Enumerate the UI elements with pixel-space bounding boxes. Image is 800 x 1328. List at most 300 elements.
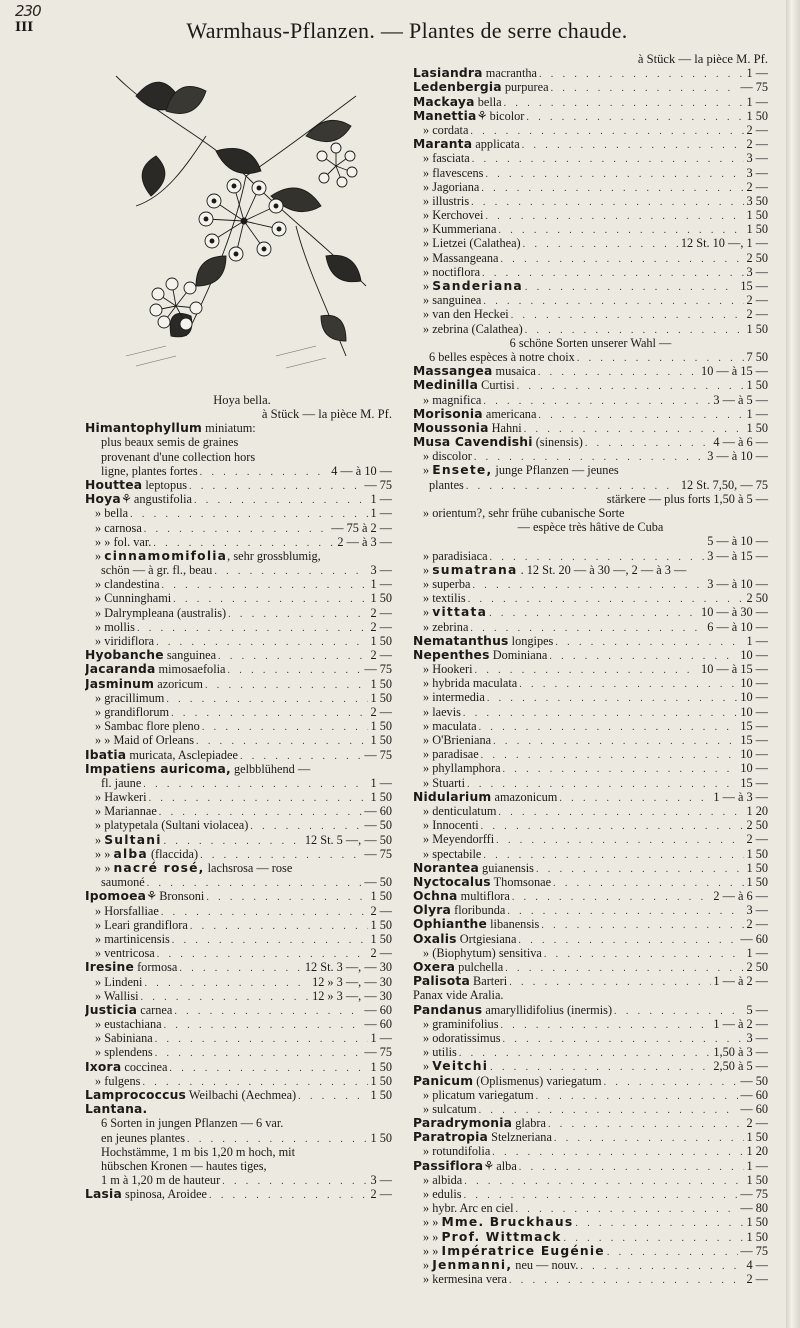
dot-leader [507, 905, 744, 917]
species-name: » flavescens [423, 165, 484, 180]
species-name: » Cunninghami [95, 591, 172, 606]
catalog-description-row [85, 1173, 392, 1187]
species-name: Thomsonae [490, 874, 552, 889]
catalog-entry-row [85, 1060, 392, 1074]
species-name: » clandestina [95, 577, 160, 592]
price-value: 10 — à 15 — [701, 662, 768, 677]
dot-leader [614, 1005, 744, 1017]
dot-leader [485, 210, 744, 222]
species-name: Hahni [488, 420, 522, 435]
price-value: — 50 [740, 1073, 768, 1088]
catalog-entry-row [413, 265, 768, 279]
catalog-entry-row [413, 1031, 768, 1045]
entry-name [413, 549, 490, 563]
entry-name [413, 95, 504, 109]
dot-leader [536, 863, 744, 875]
species-name: coccinea [121, 1059, 168, 1074]
dot-leader [147, 877, 363, 889]
entry-name [85, 1060, 169, 1074]
dot-leader [472, 579, 705, 591]
species-name: » bella [95, 506, 129, 521]
species-name: » Hawkeri [95, 790, 147, 805]
entry-name [85, 847, 200, 861]
entry-name [413, 378, 517, 392]
catalog-entry-row [413, 1102, 768, 1116]
entry-name [413, 166, 485, 180]
entry-name [413, 1187, 464, 1201]
entry-name [413, 1031, 503, 1045]
dot-leader [228, 664, 363, 676]
catalog-description-row [85, 1131, 392, 1145]
species-name: » Kummeriana [423, 222, 497, 237]
price-value: — 60 [740, 1101, 768, 1116]
price-value: 3 — [746, 903, 768, 918]
catalog-entry-row [413, 974, 768, 988]
catalog-entry-row [85, 591, 392, 605]
species-name: » grandiflorum [95, 704, 170, 719]
entry-name [85, 677, 205, 691]
catalog-entry-row [85, 833, 392, 847]
price-value: 2,50 à 5 — [713, 1059, 768, 1074]
species-name: » paradisae [423, 747, 479, 762]
dot-leader [577, 352, 745, 364]
species-name: Bronsoni [156, 889, 205, 904]
price-value: 1 50 [746, 222, 768, 237]
genus-name: Ibatia [85, 747, 127, 762]
entry-name [413, 889, 512, 903]
price-value: 10 — [740, 647, 768, 662]
price-value: 10 — [740, 704, 768, 719]
price-value: 1 50 [746, 420, 768, 435]
dot-leader [525, 281, 738, 293]
dot-leader [524, 423, 745, 435]
species-note: lachsrosa — rose [204, 861, 293, 876]
price-value: 1 — à 2 — [713, 1016, 768, 1031]
genus-name: Palisota [413, 974, 470, 989]
price-value: 2 — [746, 122, 768, 137]
entry-name [413, 1003, 614, 1017]
catalog-entry-row [413, 875, 768, 889]
price-value: — 50 [364, 875, 392, 890]
entry-name [85, 1102, 149, 1116]
entry-name [85, 989, 141, 1003]
price-value: 3 50 [746, 193, 768, 208]
price-value: 1 50 [370, 931, 392, 946]
species-name: spinosa, Aroidee [121, 1187, 208, 1202]
dot-leader [518, 934, 738, 946]
entry-name [413, 903, 507, 917]
entry-name [85, 577, 162, 591]
entry-name [413, 322, 525, 336]
catalog-entry-row [85, 719, 392, 733]
catalog-entry-row [413, 634, 768, 648]
dot-leader [512, 891, 712, 903]
featured-variety-name: Veitchi [432, 1059, 489, 1074]
dot-leader [551, 82, 739, 94]
catalog-entry-row [413, 378, 768, 392]
dot-leader [155, 1033, 369, 1045]
dot-leader [493, 735, 738, 747]
genus-name: Jasminum [85, 676, 155, 691]
species-name: » hybrida maculata [423, 676, 518, 691]
species-name: » [423, 1059, 433, 1074]
species-name: » » fol. var. [95, 534, 152, 549]
catalog-entry-row [413, 251, 768, 265]
price-value: — 60 [364, 1017, 392, 1032]
catalog-entry-row [413, 1258, 768, 1272]
featured-variety-name: nacré rosé, [113, 861, 205, 876]
price-value: 3 — [746, 151, 768, 166]
species-name: » van den Heckei [423, 307, 509, 322]
dot-leader [539, 68, 745, 80]
genus-name: Ophianthe [413, 917, 488, 932]
entry-name [85, 1045, 155, 1059]
dot-leader [544, 948, 745, 960]
catalog-description-row [413, 350, 768, 364]
entry-name [413, 1017, 500, 1031]
price-value: 2 — [746, 137, 768, 152]
price-value: 1 — [370, 492, 392, 507]
species-name: » Mariannae [95, 804, 157, 819]
dot-leader [500, 253, 744, 265]
catalog-entry-row [413, 407, 768, 421]
species-name: » edulis [423, 1187, 462, 1202]
species-name: » plicatum variegatum [423, 1087, 534, 1102]
entry-name [85, 1003, 174, 1017]
species-name: bicolor [486, 108, 525, 123]
genus-name: Iresine [85, 960, 135, 975]
dot-leader [190, 920, 369, 932]
species-name: libanensis [487, 917, 540, 932]
dot-leader [228, 608, 368, 620]
price-value: 6 — à 10 — [707, 619, 768, 634]
price-value: 1,50 à 3 — [713, 1045, 768, 1060]
entry-name [85, 804, 159, 818]
species-name: floribunda [451, 903, 506, 918]
catalog-entry-row [85, 889, 392, 903]
entry-name [413, 620, 470, 634]
price-value: 10 — [740, 761, 768, 776]
right-column-heading: à Stück — la pièce M. Pf. [637, 52, 768, 66]
species-name: » paradisiaca [423, 548, 488, 563]
entry-name [85, 591, 173, 605]
price-value: 1 — [746, 406, 768, 421]
catalog-entry-row [85, 790, 392, 804]
species-name: angustifolia [130, 492, 192, 507]
entry-name [85, 648, 218, 662]
species-name: » orientum?, sehr frühe cubanische Sorte [423, 506, 625, 521]
entry-name [413, 1215, 575, 1229]
left-price-column [85, 407, 392, 1202]
catalog-entry-row [85, 648, 392, 662]
price-value: 1 — [370, 1031, 392, 1046]
entry-name [85, 904, 161, 918]
price-value: 1 50 [370, 1073, 392, 1088]
genus-name: Medinilla [413, 378, 479, 393]
dot-leader [541, 919, 744, 931]
catalog-entry-row [413, 832, 768, 846]
catalog-entry-row [413, 861, 768, 875]
dot-leader [481, 182, 744, 194]
dot-leader [474, 451, 705, 463]
entry-name [413, 1088, 536, 1102]
catalog-entry-row [85, 1088, 392, 1102]
dot-leader [519, 678, 738, 690]
entry-name [85, 790, 149, 804]
genus-name: Nidularium [413, 789, 492, 804]
species-name: » Sabiniana [95, 1031, 153, 1046]
genus-name: Morisonia [413, 406, 483, 421]
price-value: 1 50 [746, 860, 768, 875]
catalog-description-line: 6 schöne Sorten unserer Wahl — [509, 335, 672, 350]
catalog-entry-row [85, 620, 392, 634]
dot-leader [144, 523, 329, 535]
catalog-entry-row [413, 719, 768, 733]
catalog-entry-row [413, 847, 768, 861]
entry-name [413, 974, 509, 988]
entry-name [413, 733, 493, 747]
price-value: 1 50 [370, 889, 392, 904]
price-value: 2 — [746, 307, 768, 322]
species-name: » fasciata [423, 151, 470, 166]
price-value: 1 50 [746, 1130, 768, 1145]
catalog-description-row [85, 875, 392, 889]
catalog-entry-row [413, 180, 768, 194]
price-value: 2 50 [746, 250, 768, 265]
catalog-entry-row [413, 123, 768, 137]
entry-name [85, 1074, 142, 1088]
dot-leader [159, 806, 363, 818]
entry-text: ligne, plantes fortes [101, 463, 198, 478]
entry-name [413, 818, 481, 832]
catalog-entry-row [85, 577, 392, 591]
species-name: » denticulatum [423, 803, 497, 818]
catalog-entry-row [85, 861, 392, 875]
entry-name [85, 733, 196, 747]
price-value: 10 — [740, 690, 768, 705]
entry-name [85, 606, 228, 620]
dot-leader [164, 835, 303, 847]
catalog-entry-row [413, 917, 768, 931]
species-name: » » [423, 1229, 442, 1244]
genus-name: Lasiandra [413, 66, 483, 81]
entry-name [85, 1187, 209, 1201]
dot-leader [459, 1047, 712, 1059]
species-name: azoricum [154, 676, 203, 691]
entry-name [413, 591, 468, 605]
species-name: » Hookeri [423, 662, 473, 677]
entry-name [413, 80, 551, 94]
dot-leader [206, 891, 368, 903]
genus-name: Oxalis [413, 931, 457, 946]
species-name: (sinensis) [532, 435, 583, 450]
species-name: pulchella [455, 960, 504, 975]
price-value: 1 50 [370, 1088, 392, 1103]
entry-name [413, 875, 553, 889]
entry-name [85, 521, 144, 535]
catalog-entry-row [413, 293, 768, 307]
page-edge [786, 0, 800, 1328]
species-name: applicata [472, 137, 520, 152]
dot-leader [483, 395, 711, 407]
entry-name [413, 1244, 607, 1258]
species-name: » laevis [423, 704, 461, 719]
catalog-entry-row [413, 449, 768, 463]
entry-name [413, 832, 496, 846]
dot-leader [516, 1203, 739, 1215]
entry-name [85, 719, 202, 733]
dot-leader [503, 763, 739, 775]
catalog-entry-row [413, 279, 768, 293]
price-value: 12 St. 7,50, — 75 [680, 477, 768, 492]
catalog-entry-row [413, 960, 768, 974]
left-rows [85, 421, 392, 1201]
dot-leader [526, 111, 744, 123]
price-value: 1 50 [746, 1229, 768, 1244]
price-value: — 60 [740, 1087, 768, 1102]
genus-name: Maranta [413, 137, 473, 152]
price-value: 3 — à 10 — [707, 576, 768, 591]
species-name: » [95, 832, 105, 847]
catalog-entry-row [413, 648, 768, 662]
catalog-entry-row [85, 989, 392, 1003]
catalog-entry-row [413, 1215, 768, 1229]
catalog-entry-row [413, 222, 768, 236]
entry-name [413, 988, 506, 1002]
price-value: 3 — à 5 — [713, 392, 768, 407]
catalog-entry-row [85, 492, 392, 506]
entry-name [413, 1272, 509, 1286]
price-value: 3 — [370, 1173, 392, 1188]
price-value: — 60 [740, 931, 768, 946]
entry-name [413, 676, 519, 690]
price-value: 1 — [370, 775, 392, 790]
entry-name [85, 918, 190, 932]
catalog-description-line: 6 Sorten in jungen Pflanzen — 6 var. [101, 1116, 284, 1131]
entry-name [85, 705, 171, 719]
price-value: 1 50 [746, 208, 768, 223]
dot-leader [173, 593, 368, 605]
price-value: 3 — à 15 — [707, 548, 768, 563]
entry-name [413, 1201, 516, 1215]
entry-name [413, 449, 474, 463]
dot-leader [492, 1146, 744, 1158]
species-name: bella [474, 94, 502, 109]
description-text: 1 m à 1,20 m de hauteur [101, 1173, 221, 1188]
entry-name [413, 1102, 479, 1116]
price-value: 2 — [746, 832, 768, 847]
catalog-entry-row [85, 662, 392, 676]
hoya-bella-illustration [96, 56, 388, 384]
entry-name [413, 109, 526, 123]
entry-name [413, 506, 626, 520]
price-value: — 75 [364, 747, 392, 762]
genus-name: Nematanthus [413, 633, 509, 648]
description-text: plantes [429, 477, 464, 492]
entry-name [85, 861, 294, 875]
dot-leader [164, 1019, 363, 1031]
species-name: » Dalrympleana (australis) [95, 605, 227, 620]
catalog-entry-row [85, 606, 392, 620]
dot-leader [483, 849, 744, 861]
price-value: 1 50 [370, 1130, 392, 1145]
species-name: » gracillimum [95, 690, 165, 705]
price-value: 2 — [746, 1272, 768, 1287]
species-name: » » Maid of Orleans [95, 733, 195, 748]
price-value: 1 — [746, 66, 768, 81]
featured-variety-name: Prof. Wittmack [441, 1229, 562, 1244]
featured-variety-name: Mme. Bruckhaus [441, 1215, 574, 1230]
genus-name: Lamprococcus [85, 1088, 187, 1103]
species-name: multiflora [457, 889, 510, 904]
featured-variety-name: sumatrana [432, 562, 518, 577]
genus-name: Massangea [413, 364, 493, 379]
catalog-description-row [85, 563, 392, 577]
dot-leader [470, 125, 744, 137]
catalog-entry-row [413, 307, 768, 321]
entry-name [413, 662, 475, 676]
description-text: fl. jaune [101, 775, 142, 790]
species-name: » (Biophytum) sensitiva [423, 945, 542, 960]
dot-leader [500, 1019, 711, 1031]
catalog-entry-row [413, 549, 768, 563]
catalog-entry-row [85, 818, 392, 832]
dot-leader [536, 1090, 739, 1102]
catalog-entry-row [85, 733, 392, 747]
species-name: » hybr. Arc en ciel [423, 1201, 514, 1216]
price-value: 15 — [740, 279, 768, 294]
species-name: » Stuarti [423, 775, 466, 790]
species-name: » odoratissimus [423, 1030, 501, 1045]
dot-leader [143, 778, 368, 790]
dot-leader [471, 196, 744, 208]
species-name: » eustachiana [95, 1017, 162, 1032]
dot-leader [166, 693, 368, 705]
catalog-entry-row [413, 1130, 768, 1144]
price-value: 15 — [740, 718, 768, 733]
price-value: 2 — [370, 1187, 392, 1202]
catalog-entry-row [413, 1116, 768, 1130]
genus-name: Paradrymonia [413, 1116, 513, 1131]
price-value: 4 — à 6 — [713, 435, 768, 450]
catalog-description-line: Hochstämme, 1 m bis 1,20 m hoch, mit [101, 1144, 296, 1159]
species-name: » intermedia [423, 690, 485, 705]
species-name: glabra [512, 1116, 546, 1131]
dot-leader [519, 1161, 745, 1173]
species-note: . 12 St. 20 — à 30 —, 2 — à 3 — [517, 562, 687, 577]
price-value: 1 50 [746, 846, 768, 861]
species-name: alba [493, 1158, 517, 1173]
entry-name [413, 407, 538, 421]
dagger-icon: ⚘ [120, 492, 132, 507]
dot-leader [538, 366, 699, 378]
catalog-entry-row [85, 1187, 392, 1201]
catalog-description-line: provenant d'une collection hors [101, 449, 256, 464]
dot-leader [187, 1133, 368, 1145]
catalog-entry-row [413, 1045, 768, 1059]
catalog-entry-row [413, 804, 768, 818]
price-value: 2 — à 6 — [713, 889, 768, 904]
dot-leader [463, 707, 738, 719]
catalog-entry-row [413, 80, 768, 94]
price-value: 2 — [746, 293, 768, 308]
dot-leader [169, 1062, 368, 1074]
species-name: » textilis [423, 591, 466, 606]
price-value: 3 — [746, 264, 768, 279]
catalog-entry-row [413, 109, 768, 123]
dot-leader [523, 238, 679, 250]
dot-leader [575, 1217, 744, 1229]
